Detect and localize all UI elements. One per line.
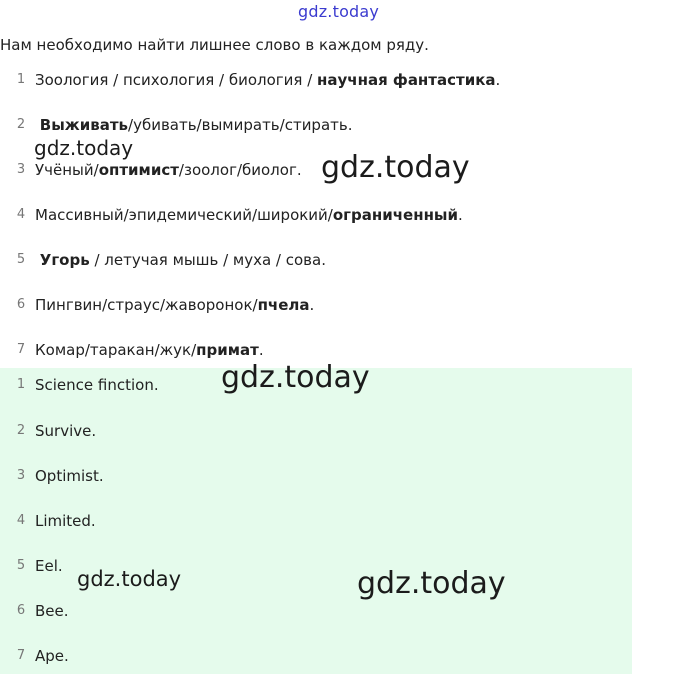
answer-number: 5 <box>16 558 26 573</box>
odd-word: оптимист <box>98 161 179 179</box>
row-text <box>35 338 264 362</box>
row-text-before: Массивный/эпидемический/широкий/ <box>35 206 333 224</box>
answer-text: Eel. <box>35 557 63 575</box>
odd-word: Выживать <box>39 116 129 134</box>
answer-number: 2 <box>16 423 26 438</box>
row-text <box>35 113 353 137</box>
row-number: 7 <box>16 342 26 357</box>
row-number: 5 <box>16 252 26 267</box>
answer-text: Ape. <box>35 647 69 665</box>
odd-word: ограниченный <box>332 206 459 224</box>
row-text-before: Зоология / психология / биология / <box>35 71 318 89</box>
row-text-after: . <box>495 71 501 89</box>
row-text-after: / летучая мышь / муха / сова. <box>89 251 326 269</box>
watermark: gdz.today <box>221 360 370 395</box>
row-text-after: . <box>258 341 264 359</box>
odd-word: примат <box>196 341 259 359</box>
row-number: 1 <box>16 72 26 87</box>
row-text-after: /убивать/вымирать/стирать. <box>128 116 353 134</box>
answer-text: Optimist. <box>35 467 104 485</box>
row-text-after: /зоолог/биолог. <box>178 161 302 179</box>
answer-number: 1 <box>16 377 26 392</box>
row-text-after: . <box>309 296 315 314</box>
row-number: 6 <box>16 297 26 312</box>
row-text <box>35 293 314 317</box>
row-text-before: Учёный/ <box>35 161 99 179</box>
answer-number: 6 <box>16 603 26 618</box>
odd-word: пчела <box>257 296 310 314</box>
task-heading: Нам необходимо найти лишнее слово в каждом ряду. <box>0 36 429 54</box>
watermark: gdz.today <box>321 150 470 185</box>
watermark: gdz.today <box>34 136 134 160</box>
row-text-after: . <box>458 206 463 224</box>
row-text <box>35 248 326 272</box>
row-text-before: Комар/таракан/жук/ <box>35 341 197 359</box>
row-text-before: Пингвин/страус/жаворонок/ <box>35 296 258 314</box>
odd-word: Угорь <box>39 251 90 269</box>
answer-text: Survive. <box>35 422 97 440</box>
row-number: 2 <box>16 117 26 132</box>
answer-number: 7 <box>16 648 26 663</box>
watermark: gdz.today <box>357 566 506 601</box>
answer-text: Science finction. <box>35 376 159 394</box>
row-text <box>35 158 302 182</box>
watermark-top: gdz.today <box>298 2 380 21</box>
answer-number: 4 <box>16 513 26 528</box>
answer-number: 3 <box>16 468 26 483</box>
row-number: 3 <box>16 162 26 177</box>
watermark: gdz.today <box>77 567 182 591</box>
answer-text: Bee. <box>35 602 69 620</box>
answer-text: Limited. <box>35 512 96 530</box>
row-text <box>35 203 463 227</box>
row-number: 4 <box>16 207 26 222</box>
row-text <box>35 68 500 92</box>
odd-word: научная фантастика <box>317 71 496 89</box>
